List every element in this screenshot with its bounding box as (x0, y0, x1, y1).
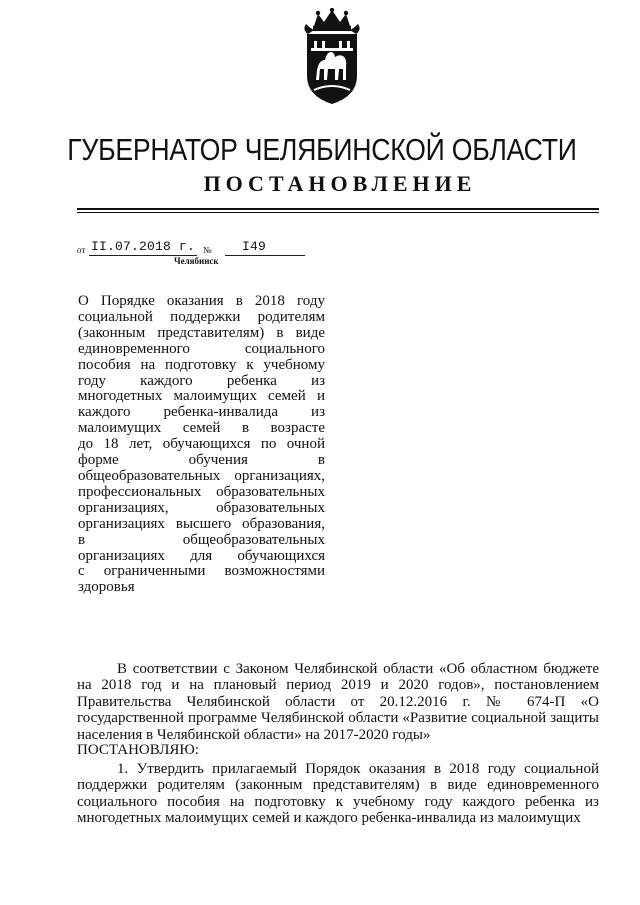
subject-line: каждого ребенка-инвалида из (78, 404, 325, 421)
subject-line: общеобразовательных организациях, (78, 467, 325, 484)
subject-line: пособия на подготовку к учебному (78, 356, 325, 373)
header-divider-thick (77, 208, 599, 210)
date-prefix: от (77, 245, 86, 255)
document-city: Челябинск (174, 256, 219, 266)
subject-line: организациях, образовательных (78, 499, 325, 516)
document-subject (78, 294, 325, 596)
subject-line: до 18 лет, обучающихся по очной (78, 436, 325, 453)
subject-line: многодетных малоимущих семей и (78, 388, 325, 405)
subject-line: социальной поддержки родителям (78, 308, 325, 325)
clause-1-paragraph: 1. Утвердить прилагаемый Порядок оказания в 2018 году социальной поддержки родителям (законным представителям) в виде единовременного социального пособия на подготовку к учебному году каждого ребенка из многодетных малоимущих семей и каждого ребенка-инвалида из малоимущих (77, 761, 599, 827)
subject-line: малоимущих семей в возрасте (78, 420, 325, 437)
subject-line: единовременного социального (78, 340, 325, 357)
header-divider-thin (77, 212, 599, 213)
number-underline (225, 255, 305, 256)
subject-line: здоровья (78, 579, 135, 596)
document-type: ПОСТАНОВЛЕНИЕ (203, 171, 477, 196)
document-meta (77, 241, 317, 257)
number-prefix: № (203, 245, 212, 255)
subject-line: году каждого ребенка из (78, 372, 325, 389)
preamble-paragraph: В соответствии с Законом Челябинской области «Об областном бюджете на 2018 год и на плановый период 2019 и 2020 годов», постановлением Правительства Челябинской области от 20.12.2016 г. № 674-П «О государственной программе Челябинской области «Развитие социальной защиты населения в Челябинской области» на 2017-2020 годы» (77, 661, 599, 743)
document-number: I49 (242, 239, 267, 254)
subject-line: форме обучения в (78, 452, 325, 469)
subject-line: (законным представителям) в виде (78, 324, 325, 341)
subject-line: О Порядке оказания в 2018 году (78, 293, 325, 309)
coat-of-arms-icon (298, 8, 366, 108)
subject-line: профессиональных образовательных (78, 483, 325, 500)
subject-line: в общеобразовательных (78, 531, 325, 548)
subject-line: организациях для обучающихся (78, 547, 325, 564)
decree-word: ПОСТАНОВЛЯЮ: (77, 742, 199, 758)
document-title: ГУБЕРНАТОР ЧЕЛЯБИНСКОЙ ОБЛАСТИ (67, 132, 577, 167)
subject-line: с ограниченными возможностями (78, 563, 325, 580)
subject-line: организациях высшего образования, (78, 515, 325, 532)
document-date: II.07.2018 г. (91, 239, 196, 254)
